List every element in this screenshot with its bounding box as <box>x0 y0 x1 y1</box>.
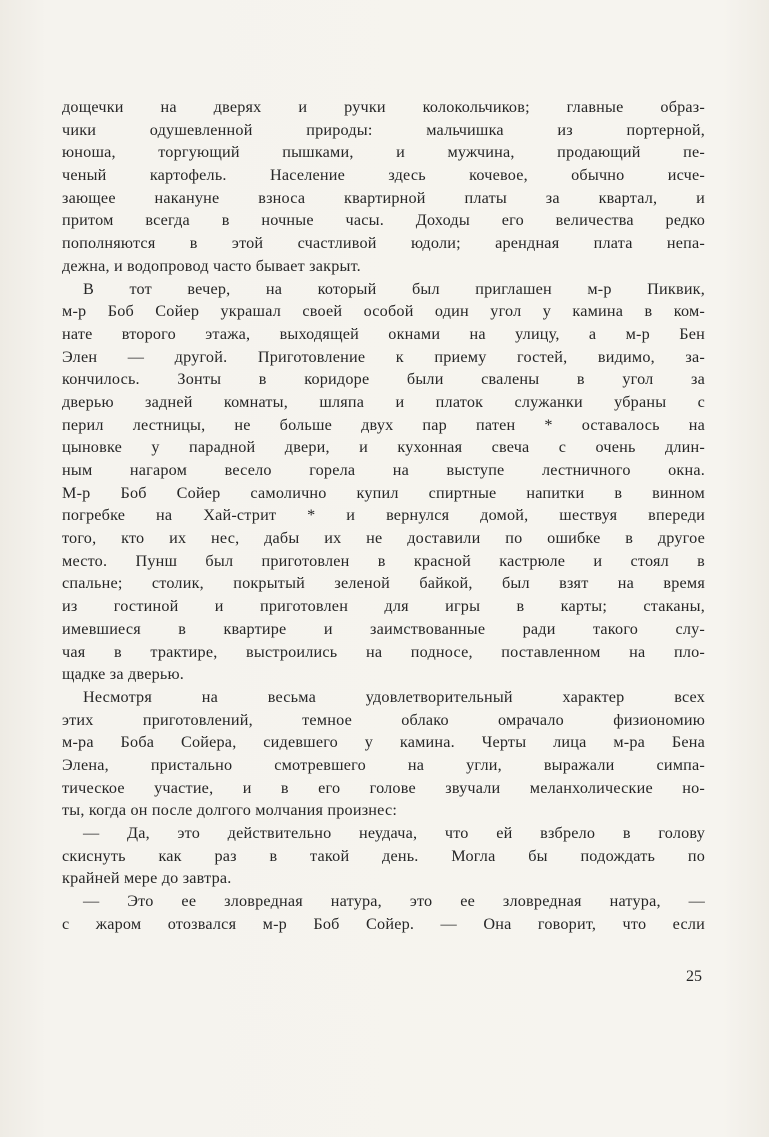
text-line: Несмотря на весьма удовлетворительный характер всех <box>83 687 705 706</box>
paragraph <box>62 822 705 890</box>
text-line: В тот вечер, на который был приглашен м-р Пиквик, <box>83 279 705 298</box>
text-line: спальне; столик, покрытый зеленой байкой, был взят на время <box>62 574 705 593</box>
text-line: М-р Боб Сойер самолично купил спиртные напитки в винном <box>62 483 705 502</box>
text-line: щадке за дверью. <box>62 665 184 684</box>
text-line: пополняются в этой счастливой юдоли; арендная плата непа- <box>62 234 705 253</box>
paragraph <box>62 890 705 935</box>
text-line: притом всегда в ночные часы. Доходы его величества редко <box>62 211 705 230</box>
text-line: скиснуть как раз в такой день. Могла бы подождать по <box>62 846 705 865</box>
text-line: дверью задней комнаты, шляпа и платок служанки убраны с <box>62 392 705 411</box>
text-line: — Это ее зловредная натура, это ее зловредная натура, — <box>83 892 705 911</box>
text-line: цыновке у парадной двери, и кухонная свеча с очень длин- <box>62 438 705 457</box>
text-line: этих приготовлений, темное облако омрачало физиономию <box>62 710 705 729</box>
paragraph <box>62 278 705 686</box>
text-line: ным нагаром весело горела на выступе лестничного окна. <box>62 461 705 479</box>
text-line: того, кто их нес, дабы их не доставили по ошибке в другое <box>62 529 705 548</box>
text-line: чая в трактире, выстроились на подносе, поставленном на пло- <box>62 642 705 661</box>
text-line: с жаром отозвался м-р Боб Сойер. — Она говорит, что если <box>62 914 705 933</box>
text-line: ты, когда он после долгого молчания произнес: <box>62 801 398 820</box>
text-line: место. Пунш был приготовлен в красной кастрюле и стоял в <box>62 551 705 570</box>
text-line: ченый картофель. Население здесь кочевое, обычно исче- <box>62 166 705 185</box>
text-line: дощечки на дверях и ручки колокольчиков; главные образ- <box>62 98 705 116</box>
text-line: из гостиной и приготовлен для игры в карты; стаканы, <box>62 597 705 616</box>
text-line: м-р Боб Сойер украшал своей особой один угол у камина в ком- <box>62 302 705 321</box>
text-line: зающее накануне взноса квартирной платы за квартал, и <box>62 188 705 207</box>
text-line: юноша, торгующий пышками, и мужчина, продающий пе- <box>62 143 705 162</box>
text-line: Элена, пристально смотревшего на угли, выражали симпа- <box>62 755 705 774</box>
text-line: чики одушевленной природы: мальчишка из портерной, <box>62 120 705 139</box>
text-line: м-ра Боба Сойера, сидевшего у камина. Черты лица м-ра Бена <box>62 733 705 752</box>
text-line: дежна, и водопровод часто бывает закрыт. <box>62 256 361 275</box>
text-line: тическое участие, и в его голове звучали меланхолические но- <box>62 778 705 797</box>
text-line: перил лестницы, не больше двух пар патен * оставалось на <box>62 415 705 434</box>
text-line: нате второго этажа, выходящей окнами на улицу, а м-р Бен <box>62 324 705 343</box>
paragraph <box>62 686 705 822</box>
text-line: погребке на Хай-стрит * и вернулся домой, шествуя впереди <box>62 506 705 525</box>
text-line: Элен — другой. Приготовление к приему гостей, видимо, за- <box>62 347 705 366</box>
text-line: имевшиеся в квартире и заимствованные ради такого слу- <box>62 619 705 638</box>
text-line: — Да, это действительно неудача, что ей взбрело в голову <box>83 824 705 842</box>
page-number: 25 <box>686 968 702 985</box>
text-line: крайней мере до завтра. <box>62 869 232 888</box>
text-line: кончилось. Зонты в коридоре были свалены в угол за <box>62 370 705 389</box>
body-text <box>62 96 705 935</box>
paragraph <box>62 96 705 278</box>
